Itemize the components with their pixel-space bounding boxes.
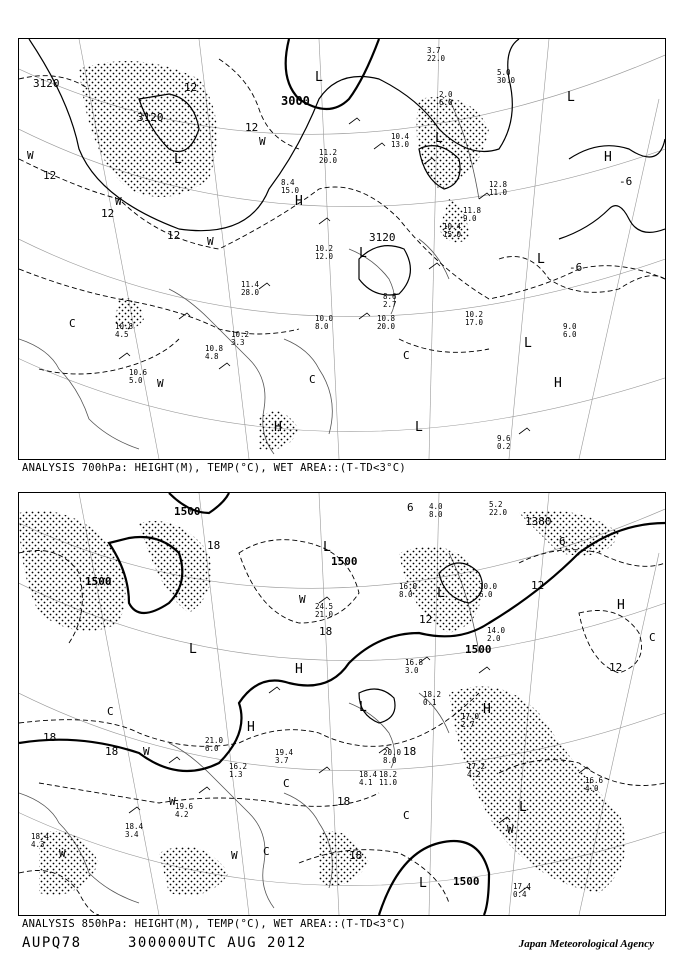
station-dewpoint-depression: 28.0	[241, 288, 260, 297]
station-temp: 11.4	[241, 280, 260, 289]
station-temp: 18.2	[423, 690, 442, 699]
temp-label: 18	[43, 731, 57, 744]
high-center: H	[483, 702, 491, 717]
station-temp: 18.4	[359, 770, 378, 779]
station-temp: 11.8	[463, 206, 482, 215]
station-temp: 18.2	[379, 770, 398, 779]
station-temp: 10.4	[443, 222, 462, 231]
high-center: H	[295, 194, 303, 209]
station-dewpoint-depression: 2.7	[461, 720, 475, 729]
station-dewpoint-depression: 3.7	[275, 756, 289, 765]
low-center: L	[567, 90, 575, 105]
station-temp: 24.5	[315, 602, 334, 611]
height-label: 1380	[525, 515, 552, 528]
station-dewpoint-depression: 8.0	[315, 322, 329, 331]
warm-center: W	[27, 149, 34, 162]
temp-label: -6	[619, 175, 633, 188]
warm-center: W	[299, 593, 306, 606]
low-center: L	[519, 800, 527, 815]
temp-label: 12	[419, 613, 433, 626]
station-dewpoint-depression: 2.7	[383, 300, 397, 309]
station-dewpoint-depression: 15.0	[281, 186, 300, 195]
station-dewpoint-depression: 6.0	[439, 98, 453, 107]
station-temp: 10.8	[205, 344, 224, 353]
warm-center: W	[143, 745, 150, 758]
temp-label: 12	[184, 81, 198, 94]
low-center: L	[359, 246, 367, 261]
station-dewpoint-depression: 1.3	[229, 770, 243, 779]
warm-center: W	[507, 823, 514, 836]
station-temp: 18.4	[125, 822, 144, 831]
cold-center: C	[107, 705, 114, 718]
high-center: H	[274, 420, 282, 435]
station-dewpoint-depression: 4.5	[115, 330, 129, 339]
low-center: L	[437, 586, 445, 601]
station-dewpoint-depression: 5.0	[129, 376, 143, 385]
station-dewpoint-depression: 3.0	[405, 666, 419, 675]
caption-850hpa: ANALYSIS 850hPa: HEIGHT(M), TEMP(°C), WET AREA::(T-TD<3°C)	[22, 918, 407, 930]
station-dewpoint-depression: 22.0	[489, 508, 508, 517]
agency-name: Japan Meteorological Agency	[518, 938, 654, 950]
height-label: 1500	[331, 555, 358, 568]
height-label: 3120	[33, 77, 60, 90]
warm-center: W	[115, 195, 122, 208]
temp-label: 18	[337, 795, 351, 808]
height-label: 1500	[453, 875, 480, 888]
warm-center: W	[59, 847, 66, 860]
height-label: 1500	[465, 643, 492, 656]
station-dewpoint-depression: 0.4	[513, 890, 527, 899]
station-temp: 9.0	[563, 322, 577, 331]
height-label: 1500	[85, 575, 112, 588]
temp-label: 12	[167, 229, 181, 242]
station-dewpoint-depression: 8.0	[429, 510, 443, 519]
station-dewpoint-depression: 11.0	[379, 778, 398, 787]
station-temp: 8.6	[383, 292, 397, 301]
warm-center: W	[231, 849, 238, 862]
temp-label: 12	[101, 207, 115, 220]
station-temp: 9.6	[497, 434, 511, 443]
height-label: 3120	[137, 111, 164, 124]
station-temp: 16.8	[405, 658, 424, 667]
station-dewpoint-depression: 2.0	[487, 634, 501, 643]
height-label: 3000	[281, 94, 310, 108]
station-temp: 17.0	[461, 712, 480, 721]
station-dewpoint-depression: 22.0	[427, 54, 446, 63]
station-temp: 17.4	[513, 882, 532, 891]
high-center: H	[554, 376, 562, 391]
station-temp: 10.2	[315, 244, 334, 253]
low-center: L	[174, 152, 182, 167]
temp-label: 6	[559, 535, 566, 548]
warm-center: W	[169, 795, 176, 808]
chart-850hpa	[18, 492, 666, 916]
low-center: L	[315, 70, 323, 85]
station-dewpoint-depression: 30.0	[497, 76, 516, 85]
cold-center: C	[649, 631, 656, 644]
cold-center: C	[309, 373, 316, 386]
station-temp: 10.2	[465, 310, 484, 319]
station-temp: 16.0	[399, 582, 418, 591]
station-temp: 20.0	[383, 748, 402, 757]
valid-time: 300000UTC AUG 2012	[128, 935, 307, 951]
temp-label: 12	[245, 121, 259, 134]
station-temp: 11.2	[319, 148, 338, 157]
station-temp: 10.8	[377, 314, 396, 323]
station-temp: 5.0	[497, 68, 511, 77]
chart-700hpa	[18, 38, 666, 460]
station-temp: 10.8	[115, 322, 134, 331]
temp-label: 18	[319, 625, 333, 638]
station-temp: 19.4	[275, 748, 294, 757]
high-center: H	[295, 662, 303, 677]
station-dewpoint-depression: 21.0	[315, 610, 334, 619]
station-dewpoint-depression: 13.0	[391, 140, 410, 149]
station-dewpoint-depression: 17.0	[465, 318, 484, 327]
station-dewpoint-depression: 12.0	[315, 252, 334, 261]
station-dewpoint-depression: 4.2	[467, 770, 481, 779]
temp-label: -6	[569, 261, 583, 274]
station-temp: 3.7	[427, 46, 441, 55]
temp-label: 18	[403, 745, 417, 758]
station-temp: 12.8	[489, 180, 508, 189]
low-center: L	[323, 540, 331, 555]
station-temp: 14.0	[487, 626, 506, 635]
station-temp: 16.2	[229, 762, 248, 771]
station-temp: 10.0	[479, 582, 498, 591]
station-temp: 5.2	[489, 500, 503, 509]
cold-center: C	[263, 845, 270, 858]
station-dewpoint-depression: 4.8	[205, 352, 219, 361]
low-center: L	[435, 131, 443, 146]
chart-code: AUPQ78	[22, 935, 82, 951]
cold-center: C	[69, 317, 76, 330]
station-dewpoint-depression: 20.0	[319, 156, 338, 165]
station-dewpoint-depression: 20.0	[377, 322, 396, 331]
station-temp: 16.6	[585, 776, 604, 785]
station-dewpoint-depression: 8.0	[399, 590, 413, 599]
station-temp: 10.6	[129, 368, 148, 377]
temp-label: 18	[349, 849, 363, 862]
temp-label: 18	[207, 539, 221, 552]
low-center: L	[359, 700, 367, 715]
low-center: L	[419, 876, 427, 891]
warm-center: W	[259, 135, 266, 148]
map-850hpa	[19, 493, 665, 915]
station-dewpoint-depression: 9.0	[463, 214, 477, 223]
station-temp: 8.4	[281, 178, 295, 187]
station-temp: 18.4	[31, 832, 50, 841]
high-center: H	[617, 598, 625, 613]
station-dewpoint-depression: 3.3	[231, 338, 245, 347]
station-temp: 2.0	[439, 90, 453, 99]
station-dewpoint-depression: 8.0	[383, 756, 397, 765]
caption-700hpa: ANALYSIS 700hPa: HEIGHT(M), TEMP(°C), WET AREA::(T-TD<3°C)	[22, 462, 407, 474]
temp-label: 12	[609, 661, 623, 674]
high-center: H	[247, 720, 255, 735]
station-temp: 17.2	[467, 762, 486, 771]
station-dewpoint-depression: 6.0	[205, 744, 219, 753]
warm-center: W	[207, 235, 214, 248]
temp-label: 12	[531, 579, 545, 592]
station-dewpoint-depression: 4.1	[359, 778, 373, 787]
station-temp: 19.6	[175, 802, 194, 811]
station-dewpoint-depression: 3.4	[125, 830, 139, 839]
low-center: L	[537, 252, 545, 267]
low-center: L	[189, 642, 197, 657]
low-center: L	[415, 420, 423, 435]
station-dewpoint-depression: 6.0	[563, 330, 577, 339]
cold-center: C	[403, 809, 410, 822]
warm-center: W	[157, 377, 164, 390]
station-dewpoint-depression: 0.2	[497, 442, 511, 451]
station-temp: 4.0	[429, 502, 443, 511]
cold-center: C	[403, 349, 410, 362]
station-temp: 21.0	[205, 736, 224, 745]
station-temp: 10.4	[391, 132, 410, 141]
station-dewpoint-depression: 0.1	[423, 698, 437, 707]
station-dewpoint-depression: 11.0	[489, 188, 508, 197]
temp-label: 12	[43, 169, 57, 182]
station-temp: 10.0	[315, 314, 334, 323]
cold-center: C	[283, 777, 290, 790]
station-dewpoint-depression: 6.0	[479, 590, 493, 599]
station-dewpoint-depression: 15.0	[443, 230, 462, 239]
temp-label: 18	[105, 745, 119, 758]
station-dewpoint-depression: 4.2	[175, 810, 189, 819]
height-label: 3120	[369, 231, 396, 244]
low-center: L	[524, 336, 532, 351]
map-700hpa	[19, 39, 665, 459]
station-temp: 10.2	[231, 330, 250, 339]
station-dewpoint-depression: 4.3	[31, 840, 45, 849]
high-center: H	[604, 150, 612, 165]
height-label: 1500	[174, 505, 201, 518]
temp-label: 6	[407, 501, 414, 514]
station-dewpoint-depression: 4.0	[585, 784, 599, 793]
